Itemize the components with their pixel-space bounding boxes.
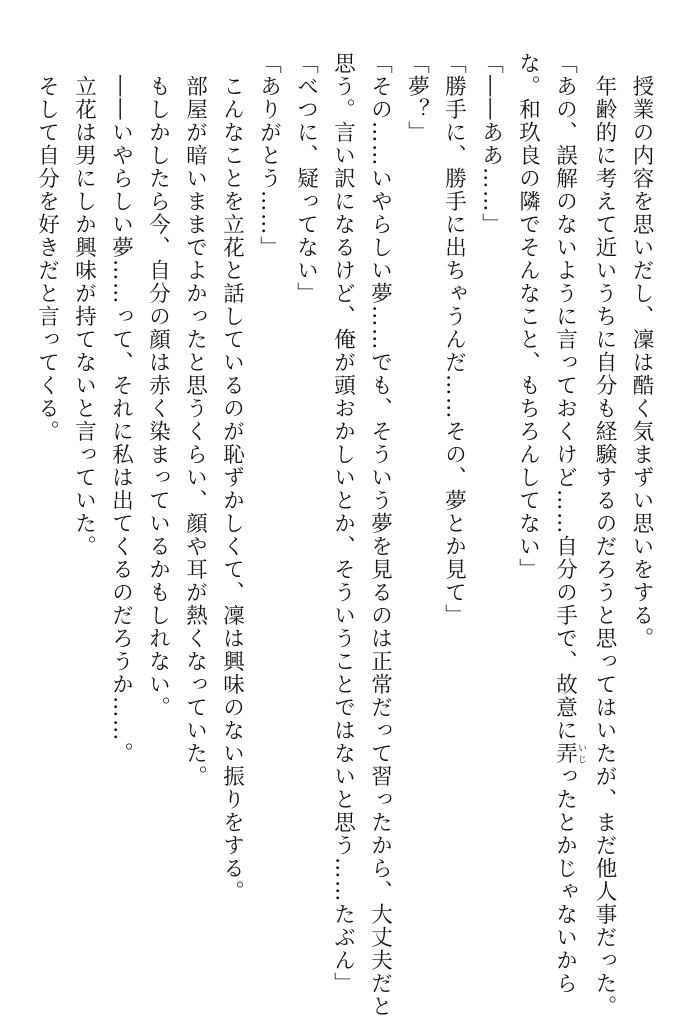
ruby-reading: いじ — [576, 742, 586, 765]
ruby-base: 弄 — [552, 742, 578, 765]
text-line-12: こんなことを立花と話しているのが恥ずかしくて、凜は興味のない振りをする。 — [219, 52, 245, 903]
text-line-3-main: 「あの、誤解のないように言っておくけど……自分の手で、故意に — [552, 52, 578, 742]
text-line-8: 「その……いやらしい夢……でも、そういう夢を見るのは正常だって習ったから、大丈夫だと — [367, 52, 393, 1018]
text-line-10: 「べつに、疑ってない」 — [293, 52, 319, 305]
text-line-4: な。和玖良の隣でそんなこと、もちろんしてない」 — [515, 52, 541, 581]
text-line-9: 思う。言い訳になるけど、俺が頭おかしいとか、そういうことではないと思う……たぶん」 — [330, 52, 356, 995]
text-line-13: 部屋が暗いままでよかったと思うくらい、顔や耳が熱くなっていた。 — [182, 52, 208, 788]
text-line-7: 「夢？」 — [404, 52, 430, 144]
vertical-text-body — [29, 52, 661, 1018]
text-line-16: 立花は男にしか興味が持てないと言っていた。 — [71, 52, 97, 558]
text-line-2: 年齢的に考えて近いうちに自分も経験するのだろうと思ってはいたが、まだ他人事だった。 — [592, 52, 617, 1018]
text-line-5: 「――ああ……」 — [478, 52, 504, 236]
text-line-17: そして自分を好きだと言ってくる。 — [34, 52, 60, 443]
text-line-11: 「ありがとう……」 — [256, 52, 282, 259]
text-line-1: 授業の内容を思いだし、凜は酷く気まずい思いをする。 — [629, 52, 654, 650]
text-line-15: ――いやらしい夢……って、それに私は出てくるのだろうか……。 — [108, 52, 134, 765]
text-line-6: 「勝手に、勝手に出ちゃうんだ……その、夢とか見て」 — [441, 52, 467, 627]
text-line-3-tail: ったとかじゃないから — [552, 765, 578, 995]
text-line-14: もしかしたら今、自分の顔は赤く染まっているかもしれない。 — [145, 52, 171, 719]
text-line-3 — [547, 52, 587, 995]
ruby-word — [552, 742, 586, 765]
